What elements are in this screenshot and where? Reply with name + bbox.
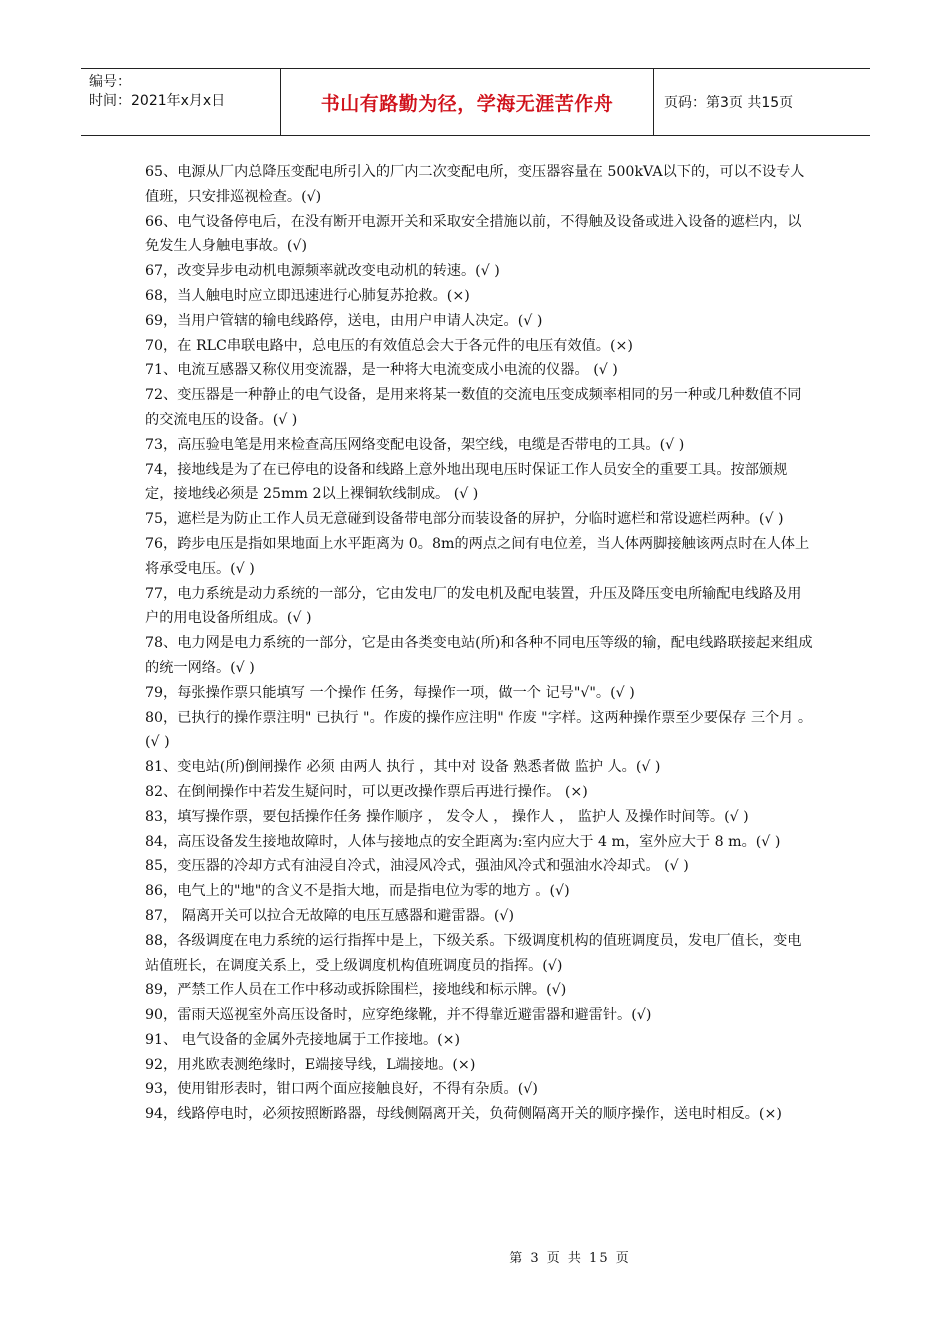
list-item: 74，接地线是为了在已停电的设备和线路上意外地出现电压时保证工作人员安全的重要工具。按部颁规定，接地线必须是 25mm 2以上裸铜软线制成。 (√ ) — [145, 461, 788, 503]
page-footer: 第 3 页 共 15 页 — [509, 1251, 631, 1266]
list-item: 72、变压器是一种静止的电气设备，是用来将某一数值的交流电压变成频率相同的另一种或几种数值不同的交流电压的设备。(√ ) — [145, 387, 802, 428]
list-item: 67，改变异步电动机电源频率就改变电动机的转速。(√ ) — [145, 263, 500, 280]
list-item: 73，高压验电笔是用来检查高压网络变配电设备，架空线，电缆是否带电的工具。(√ ) — [145, 436, 685, 453]
number-label: 编号： — [89, 74, 131, 90]
list-item: 77，电力系统是动力系统的一部分，它由发电厂的发电机及配电装置，升压及降压变电所输配电线路及用户的用电设备所组成。(√ ) — [145, 585, 802, 627]
list-item: 79，每张操作票只能填写 一个操作 任务，每操作一项，做一个 记号"√"。(√ ) — [145, 684, 635, 701]
list-item: 76，跨步电压是指如果地面上水平距离为 0。8m的两点之间有电位差，当人体两脚接触该两点时在人体上将承受电压。(√ ) — [145, 535, 810, 577]
list-item: 91、 电气设备的金属外壳接地属于工作接地。(×) — [145, 1031, 461, 1048]
list-item: 84，高压设备发生接地故障时，人体与接地点的安全距离为:室内应大于 4 m，室外应大于 8 m。(√ ) — [145, 833, 781, 850]
list-item: 92，用兆欧表测绝缘时，E端接导线，L端接地。(×) — [145, 1056, 476, 1073]
list-item: 78、电力网是电力系统的一部分，它是由各类变电站(所)和各种不同电压等级的输，配电线路联接起来组成的统一网络。(√ ) — [145, 635, 813, 676]
list-item: 82、在倒闸操作中若发生疑问时，可以更改操作票后再进行操作。 (×) — [145, 783, 588, 800]
list-item: 81、变电站(所)倒闸操作 必须 由两人 执行 ，其中对 设备 熟悉者做 监护 人。(√ ) — [145, 759, 661, 776]
list-item: 88，各级调度在电力系统的运行指挥中是上，下级关系。下级调度机构的值班调度员，发电厂值长，变电站值班长，在调度关系上，受上级调度机构值班调度员的指挥。(√) — [145, 932, 802, 974]
list-item: 83，填写操作票，要包括操作任务 操作顺序 ， 发令人 ， 操作人 ， 监护人 及操作时间等。(√ ) — [145, 808, 749, 825]
list-item: 75，遮栏是为防止工作人员无意碰到设备带电部分而装设备的屏护，分临时遮栏和常设遮栏两种。(√ ) — [145, 511, 784, 528]
header-motto: 书山有路勤为径，学海无涯苦作舟 — [281, 69, 654, 135]
list-item: 66、电气设备停电后，在没有断开电源开关和采取安全措施以前，不得触及设备或进入设备的遮栏内，以免发生人身触电事故。(√) — [145, 213, 802, 255]
page-header — [81, 68, 870, 136]
list-item: 71、电流互感器又称仪用变流器，是一种将大电流变成小电流的仪器。 (√ ) — [145, 362, 618, 379]
list-item: 87， 隔离开关可以拉合无故障的电压互感器和避雷器。(√) — [145, 907, 514, 924]
header-page-info: 页码：第3页 共15页 — [664, 95, 794, 111]
header-meta — [81, 69, 281, 135]
list-item: 94，线路停电时，必须按照断路器，母线侧隔离开关，负荷侧隔离开关的顺序操作，送电时相反。(×) — [145, 1106, 782, 1123]
list-item: 93，使用钳形表时，钳口两个面应接触良好，不得有杂质。(√) — [145, 1081, 538, 1098]
list-item: 80，已执行的操作票注明" 已执行 "。作废的操作应注明" 作废 "字样。这两种操作票至少要保存 三个月 。(√ ) — [145, 709, 813, 751]
list-item: 70，在 RLC串联电路中，总电压的有效值总会大于各元件的电压有效值。(×) — [145, 337, 633, 354]
list-item: 69，当用户管辖的输电线路停，送电，由用户申请人决定。(√ ) — [145, 312, 543, 329]
time-label: 时间：2021年x月x日 — [89, 93, 226, 109]
list-item: 89，严禁工作人员在工作中移动或拆除围栏，接地线和标示牌。(√) — [145, 982, 567, 999]
list-item: 68，当人触电时应立即迅速进行心肺复苏抢救。(×) — [145, 287, 470, 304]
list-item: 65、电源从厂内总降压变配电所引入的厂内二次变配电所，变压器容量在 500kVA以下的，可以不设专人值班，只安排巡视检查。(√) — [145, 164, 805, 205]
list-item: 86，电气上的"地"的含义不是指大地，而是指电位为零的地方 。(√) — [145, 883, 570, 900]
list-item: 85，变压器的冷却方式有油浸自冷式，油浸风冷式，强油风冷式和强油水冷却式。 (√ ) — [145, 858, 689, 875]
list-item: 90，雷雨天巡视室外高压设备时，应穿绝缘靴，并不得靠近避雷器和避雷针。(√) — [145, 1007, 652, 1024]
question-list — [145, 160, 815, 1127]
